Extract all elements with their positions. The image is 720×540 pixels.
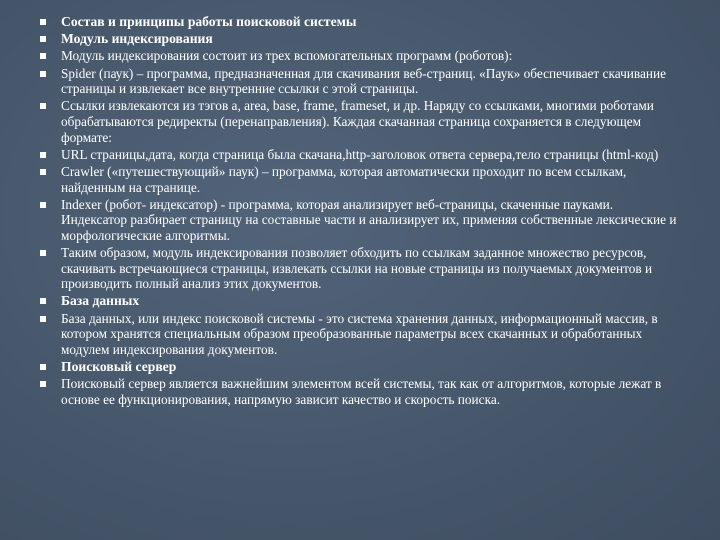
- square-bullet-icon: [40, 202, 46, 208]
- list-item-text: Spider (паук) – программа, предназначенная для скачивания веб-страниц. «Паук» обеспечивает скачивание страницы и извлекает все внутренние ссылки с этой страницы.: [61, 65, 667, 97]
- list-item-text: Модуль индексирования состоит из трех вспомогательных программ (роботов):: [61, 48, 513, 64]
- square-bullet-icon: [40, 364, 46, 370]
- list-item-text: Модуль индексирования: [61, 31, 213, 47]
- list-item-url-format: [40, 147, 680, 163]
- list-item: [40, 48, 680, 64]
- square-bullet-icon: [40, 19, 46, 25]
- list-item-search-server-desc: [40, 376, 680, 407]
- list-item-database: [40, 293, 680, 309]
- square-bullet-icon: [40, 298, 46, 304]
- square-bullet-icon: [40, 381, 46, 387]
- square-bullet-icon: [40, 169, 46, 175]
- list-item-text: Indexer (робот- индексатор) - программа, которая анализирует веб-страницы, скаченные пауками. Индексатор разбирает страницу на составные части и анализирует их, применяя собственные лексические и морфологические алгоритмы.: [61, 196, 677, 243]
- list-item-text: Поисковый сервер является важнейшим элементом всей системы, так как от алгоритмов, которые лежат в основе ее функционирования, напрямую зависит качество и скорость поиска.: [61, 376, 662, 407]
- square-bullet-icon: [40, 53, 46, 59]
- square-bullet-icon: [40, 103, 46, 109]
- list-item-text: Состав и принципы работы поисковой системы: [61, 14, 357, 29]
- list-item-search-server: [40, 359, 680, 375]
- list-item-text: Поисковый сервер: [61, 359, 177, 374]
- list-item-database-desc: [40, 311, 680, 358]
- list-item-crawler: [40, 164, 680, 195]
- list-item-text: База данных, или индекс поисковой системы - это система хранения данных, информационный массив, в котором хранятся специальным образом преобразованные параметры всех скачанных и обработанных модулем индексирования документов.: [61, 310, 658, 357]
- list-item-text: Таким образом, модуль индексирования позволяет обходить по ссылкам заданное множество ресурсов, скачивать встречающиеся страницы, извлекать ссылки на новые страницы из получаемых документов и производить полный анализ этих документов.: [61, 245, 653, 292]
- square-bullet-icon: [40, 36, 46, 42]
- list-item-title: [40, 14, 680, 30]
- square-bullet-icon: [40, 250, 46, 256]
- list-item-text: Crawler («путешествующий» паук) – программа, которая автоматически проходит по всем ссылкам, найденным на странице.: [61, 163, 627, 195]
- bullet-list: [40, 14, 680, 409]
- square-bullet-icon: [40, 71, 46, 77]
- list-item-indexer: [40, 197, 680, 244]
- list-item-text: URL страницы,дата, когда страница была скачана,http-заголовок ответа сервера,тело страницы (html-код): [61, 146, 659, 162]
- list-item-links: [40, 98, 680, 145]
- list-item-indexing-module: [40, 31, 680, 47]
- square-bullet-icon: [40, 152, 46, 158]
- list-item-text: Ссылки извлекаются из тэгов a, area, base, frame, frameset, и др. Наряду со ссылками, многими роботами обрабатываются редиректы (перенаправления). Каждая скачанная страница сохраняется в следующем формате:: [61, 98, 654, 145]
- list-item-text: База данных: [61, 293, 140, 309]
- square-bullet-icon: [40, 316, 46, 322]
- list-item-spider: [40, 66, 680, 97]
- list-item-summary: [40, 245, 680, 292]
